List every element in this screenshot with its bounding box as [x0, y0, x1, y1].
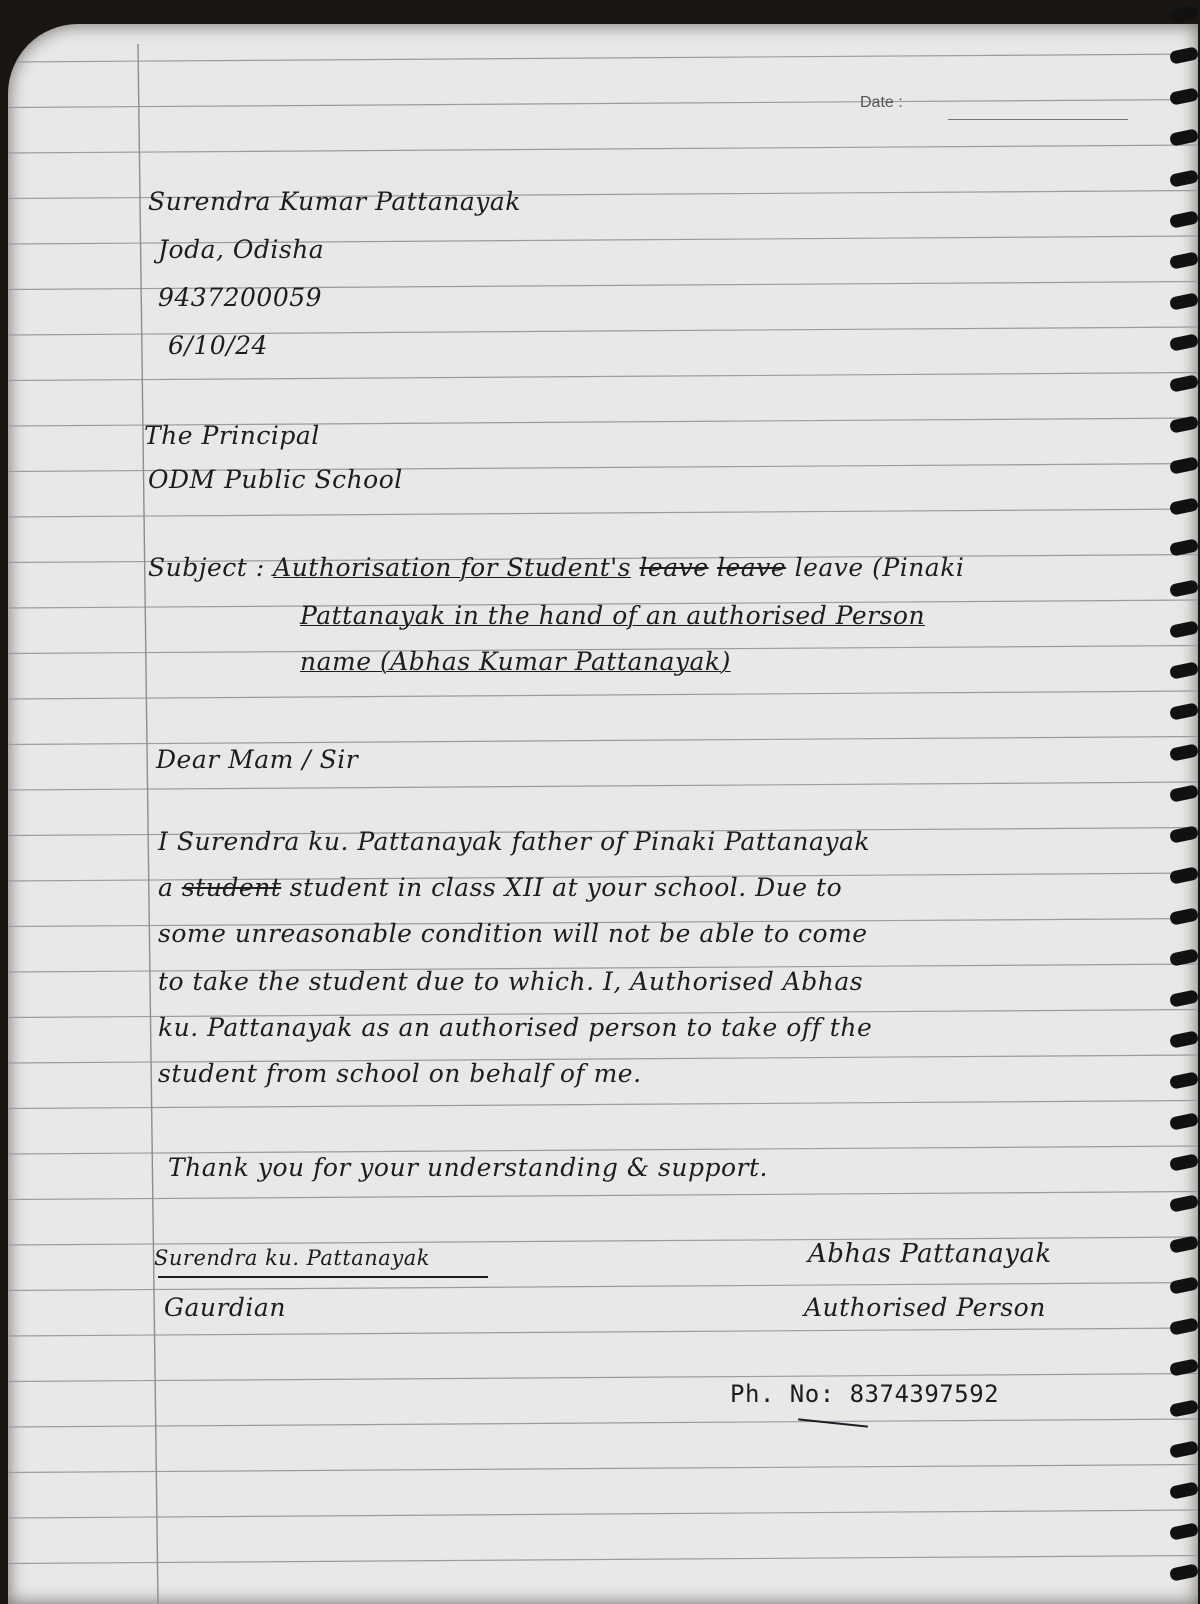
spiral-coil — [1169, 210, 1199, 229]
authorised-phone: Ph. No: 8374397592 — [730, 1380, 1000, 1408]
spiral-coil — [1169, 1481, 1199, 1500]
spiral-coil — [1169, 1440, 1199, 1459]
body-line-2 — [158, 870, 842, 906]
body-line-1: I Surendra ku. Pattanayak father of Pinaki Pattanayak — [158, 827, 871, 856]
date-rule — [948, 119, 1128, 120]
subject-text-end: leave (Pinaki — [794, 553, 965, 582]
sender-name: Surendra Kumar Pattanayak — [148, 187, 521, 216]
ruled-line — [8, 509, 1198, 517]
ruled-line — [8, 145, 1198, 153]
ruled-line — [8, 1328, 1198, 1336]
spiral-coil — [1169, 169, 1199, 188]
spiral-coil — [1169, 579, 1199, 598]
spiral-coil — [1169, 538, 1199, 557]
spiral-coil — [1169, 1194, 1199, 1213]
body-line-5: ku. Pattanayak as an authorised person to take off the — [158, 1013, 873, 1042]
spiral-coil — [1169, 1153, 1199, 1172]
guardian-signature-underline — [158, 1276, 488, 1278]
spiral-coil — [1169, 1235, 1199, 1254]
ruled-line — [8, 1374, 1198, 1382]
ruled-line — [8, 54, 1198, 62]
subject-label: Subject : — [148, 553, 265, 582]
spiral-binding — [1160, 0, 1200, 1600]
spiral-coil — [1169, 620, 1199, 639]
date-label: Date : — [860, 94, 903, 111]
spiral-coil — [1169, 1030, 1199, 1049]
body-line-3: some unreasonable condition will not be able to come — [158, 919, 868, 948]
spiral-coil — [1169, 46, 1199, 65]
ruled-line — [8, 373, 1198, 381]
spiral-coil — [1169, 1317, 1199, 1336]
spiral-coil — [1169, 415, 1199, 434]
ruled-line — [8, 1192, 1198, 1200]
spiral-coil — [1169, 456, 1199, 475]
sender-phone: 9437200059 — [158, 283, 323, 312]
spiral-coil — [1169, 333, 1199, 352]
ruled-line — [8, 1419, 1198, 1427]
spiral-coil — [1169, 1522, 1199, 1541]
spiral-coil — [1169, 1071, 1199, 1090]
guardian-label: Gaurdian — [164, 1293, 286, 1322]
ruled-line — [8, 100, 1198, 108]
sender-date: 6/10/24 — [168, 331, 268, 360]
recipient-title: The Principal — [144, 421, 320, 450]
spiral-coil — [1169, 251, 1199, 270]
ruled-line — [8, 1556, 1198, 1564]
spiral-coil — [1169, 1563, 1199, 1582]
spiral-coil — [1169, 825, 1199, 844]
body-line-2-start: a — [158, 873, 174, 902]
spiral-coil — [1169, 5, 1199, 24]
ruled-line — [8, 782, 1198, 790]
spiral-coil — [1169, 702, 1199, 721]
subject-struck-word-b: leave — [717, 553, 787, 582]
spiral-coil — [1169, 866, 1199, 885]
spiral-coil — [1169, 907, 1199, 926]
spiral-coil — [1169, 128, 1199, 147]
subject-line-2: Pattanayak in the hand of an authorised Person — [300, 601, 926, 630]
subject-line-1 — [148, 550, 964, 586]
body-struck-word: student — [181, 873, 282, 902]
spiral-coil — [1169, 87, 1199, 106]
spiral-coil — [1169, 497, 1199, 516]
spiral-coil — [1169, 948, 1199, 967]
guardian-signature: Surendra ku. Pattanayak — [154, 1246, 430, 1270]
notebook-page — [8, 24, 1198, 1604]
spiral-coil — [1169, 292, 1199, 311]
salutation: Dear Mam / Sir — [156, 745, 359, 774]
ruled-line — [8, 1510, 1198, 1518]
authorised-signature: Abhas Pattanayak — [808, 1239, 1052, 1269]
spiral-coil — [1169, 989, 1199, 1008]
closing-line: Thank you for your understanding & support. — [168, 1153, 768, 1182]
body-line-6: student from school on behalf of me. — [158, 1059, 642, 1088]
spiral-coil — [1169, 784, 1199, 803]
ruled-line — [8, 691, 1198, 699]
spiral-coil — [1169, 661, 1199, 680]
body-line-4: to take the student due to which. I, Authorised Abhas — [158, 967, 864, 996]
subject-text-start: Authorisation for Student's — [273, 553, 631, 582]
sender-place: Joda, Odisha — [158, 235, 325, 264]
spiral-coil — [1169, 1276, 1199, 1295]
spiral-coil — [1169, 374, 1199, 393]
subject-struck-word-a: leave — [639, 553, 709, 582]
body-line-2-end: student in class XII at your school. Due to — [289, 873, 843, 902]
authorised-label: Authorised Person — [804, 1293, 1046, 1322]
spiral-coil — [1169, 1399, 1199, 1418]
spiral-coil — [1169, 743, 1199, 762]
subject-line-3: name (Abhas Kumar Pattanayak) — [300, 647, 731, 676]
ruled-line — [8, 1465, 1198, 1473]
ruled-line — [8, 1101, 1198, 1109]
recipient-school: ODM Public School — [148, 465, 403, 494]
spiral-coil — [1169, 1112, 1199, 1131]
spiral-coil — [1169, 1358, 1199, 1377]
margin-line — [138, 44, 158, 1604]
